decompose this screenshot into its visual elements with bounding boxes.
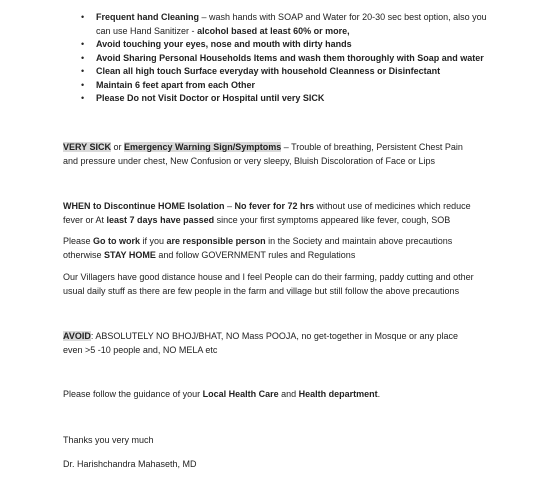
- paragraph-text: and follow GOVERNMENT rules and Regulations: [155, 249, 356, 260]
- list-item-bold: Avoid touching your eyes, nose and mouth with dirty hands: [96, 39, 352, 49]
- paragraph-text: –: [224, 201, 235, 211]
- discontinue-isolation-paragraph: [63, 200, 478, 227]
- list-item-bold: Frequent hand Cleaning: [96, 12, 200, 22]
- paragraph-text: and: [278, 389, 299, 399]
- list-item: [81, 79, 491, 93]
- paragraph-bold: Health department: [298, 389, 378, 399]
- emergency-label: Emergency Warning Sign/Symptoms: [124, 142, 282, 152]
- villagers-paragraph: Our Villagers have good distance house and I feel People can do their farming, paddy cutting and other usual daily stuff as there are few people in the farm and village but still follow the above precautions: [63, 272, 474, 296]
- list-item-bold: Please Do not Visit Doctor or Hospital until very SICK: [96, 93, 325, 103]
- bullet-glyph: •: [81, 12, 85, 22]
- list-item-bold: Maintain 6 feet apart from each Other: [96, 79, 256, 90]
- paragraph-text: in the Society and maintain above precautions otherwise: [63, 236, 453, 260]
- paragraph-text: Please: [63, 236, 94, 246]
- precautions-list: [81, 11, 491, 106]
- paragraph-bold: WHEN to Discontinue HOME Isolation: [63, 201, 225, 211]
- list-item: [81, 11, 491, 38]
- very-sick-label: VERY SICK: [63, 142, 112, 152]
- paragraph-text: without use of medicines which reduce fever or At: [63, 201, 471, 225]
- paragraph-bold: Go to work: [93, 236, 141, 246]
- paragraph-text: – Trouble of breathing, Persistent Chest Pain and pressure under chest, New Confusion or very sleepy, Bluish Discoloration of Face or Lips: [63, 142, 463, 166]
- list-item: [81, 65, 491, 79]
- list-item-text: – wash hands with SOAP and Water for 20-30 sec best option, also you can use Hand Sanitizer -: [96, 12, 487, 36]
- paragraph-text: .: [377, 389, 381, 399]
- bullet-glyph: •: [81, 79, 85, 90]
- bullet-glyph: •: [81, 93, 85, 103]
- list-item-bold: alcohol based at least 60% or more,: [197, 25, 350, 36]
- list-item-bold: Clean all high touch Surface everyday with household Cleanness or Disinfectant: [96, 66, 441, 76]
- list-item: [81, 52, 491, 66]
- bullet-glyph: •: [81, 39, 85, 49]
- paragraph-text: Please follow the guidance of your: [63, 389, 203, 399]
- list-item: [81, 38, 491, 52]
- guidance-paragraph: [63, 388, 478, 402]
- avoid-label: AVOID: [63, 331, 91, 341]
- bullet-glyph: •: [81, 52, 85, 63]
- paragraph-bold: least 7 days have passed: [106, 214, 215, 225]
- paragraph-text: or: [111, 142, 125, 152]
- paragraph-text: : ABSOLUTELY NO BHOJ/BHAT, NO Mass POOJA, no get-together in Mosque or any place even >5 -10 people and, NO MELA etc: [63, 331, 458, 355]
- closing-thanks: Thanks you very much: [63, 435, 154, 445]
- paragraph-bold: No fever for 72 hrs: [234, 201, 315, 211]
- paragraph-text: since your first symptoms appeared like fever, cough, SOB: [214, 214, 451, 225]
- list-item-bold: Avoid Sharing Personal Households Items and wash them thoroughly with Soap and water: [96, 52, 484, 63]
- paragraph-bold: Local Health Care: [202, 389, 279, 399]
- avoid-paragraph: [63, 330, 478, 357]
- list-item: [81, 92, 491, 106]
- go-to-work-paragraph: [63, 235, 478, 262]
- paragraph-bold: are responsible person: [166, 236, 266, 246]
- paragraph-bold: STAY HOME: [104, 249, 156, 260]
- paragraph-text: if you: [140, 236, 167, 246]
- bullet-glyph: •: [81, 66, 85, 76]
- very-sick-paragraph: [63, 141, 478, 168]
- signature-line: Dr. Harishchandra Mahaseth, MD: [63, 459, 197, 469]
